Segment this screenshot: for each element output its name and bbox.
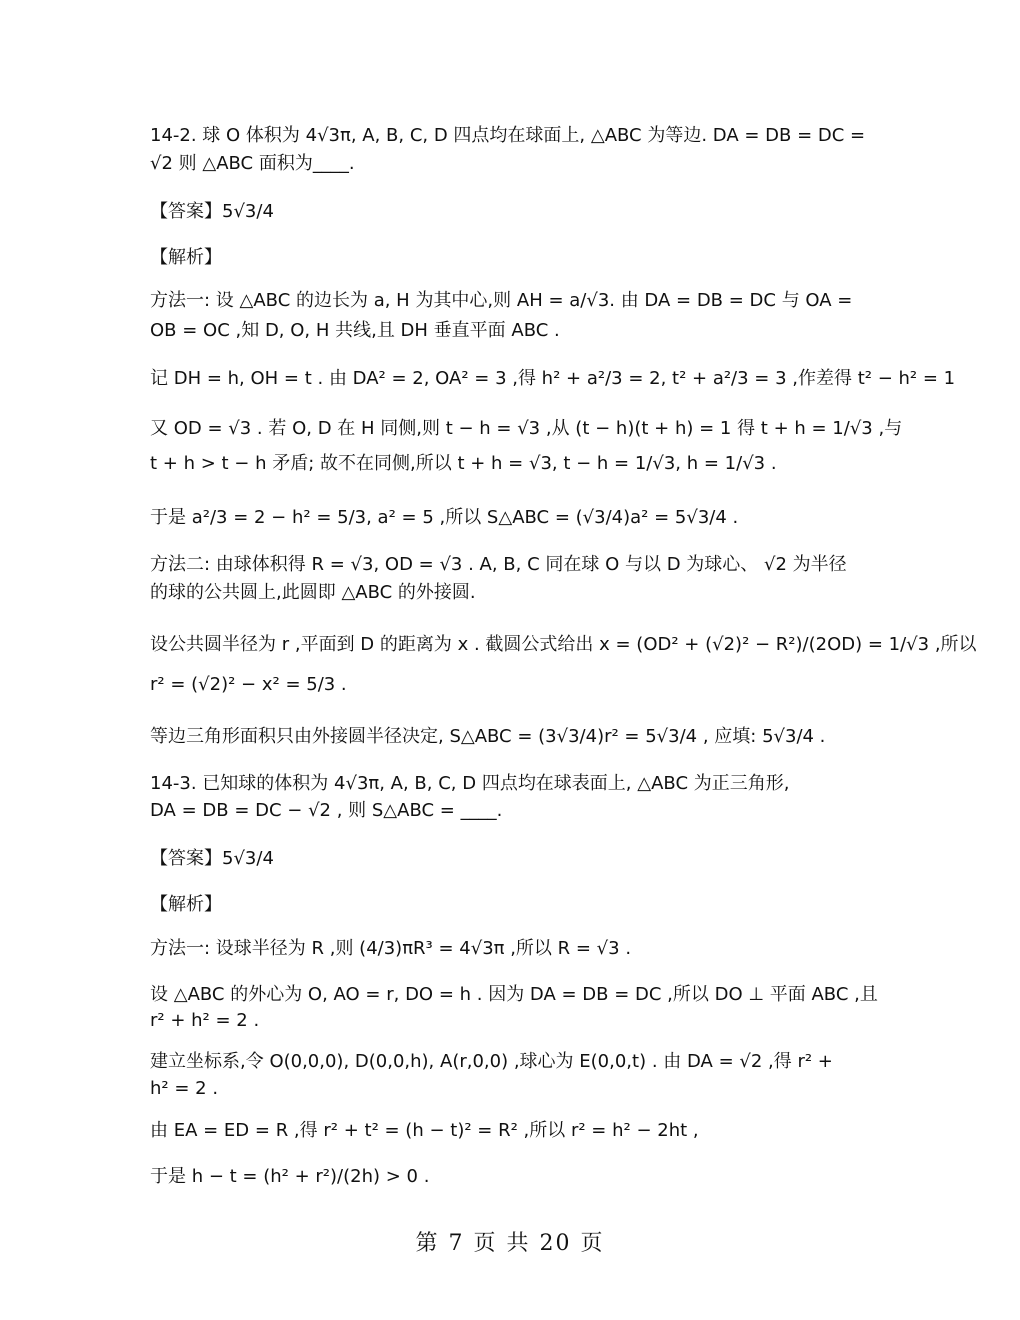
text-line: 方法一: 设球半径为 R ,则 (4/3)πR³ = 4√3π ,所以 R = √3 . [150,938,632,959]
text-line: 于是 h − t = (h² + r²)/(2h) > 0 . [150,1166,430,1187]
text-line: 于是 a²/3 = 2 − h² = 5/3, a² = 5 ,所以 S△ABC = (√3/4)a² = 5√3/4 . [150,507,739,528]
text-line: DA = DB = DC − √2 , 则 S△ABC = ____. [150,800,503,821]
text-line: 又 OD = √3 . 若 O, D 在 H 同侧,则 t − h = √3 ,从 (t − h)(t + h) = 1 得 t + h = 1/√3 ,与 [150,418,903,439]
text-line: 方法一: 设 △ABC 的边长为 a, H 为其中心,则 AH = a/√3. 由 DA = DB = DC 与 OA = [150,290,853,311]
text-line: r² + h² = 2 . [150,1010,260,1031]
analysis-label: 【解析】 [150,247,222,268]
text-line: OB = OC ,知 D, O, H 共线,且 DH 垂直平面 ABC . [150,320,560,341]
text-line: 设 △ABC 的外心为 O, AO = r, DO = h . 因为 DA = DB = DC ,所以 DO ⊥ 平面 ABC ,且 [150,984,878,1005]
text-line: 由 EA = ED = R ,得 r² + t² = (h − t)² = R² ,所以 r² = h² − 2ht , [150,1120,699,1141]
text-line: 14-3. 已知球的体积为 4√3π, A, B, C, D 四点均在球表面上, △ABC 为正三角形, [150,773,790,794]
text-line: 方法二: 由球体积得 R = √3, OD = √3 . A, B, C 同在球 O 与以 D 为球心、 √2 为半径 [150,554,847,575]
text-line: t + h > t − h 矛盾; 故不在同侧,所以 t + h = √3, t − h = 1/√3, h = 1/√3 . [150,453,777,474]
analysis-label: 【解析】 [150,894,222,915]
answer-label: 【答案】5√3/4 [150,848,274,869]
text-line: 建立坐标系,令 O(0,0,0), D(0,0,h), A(r,0,0) ,球心为 E(0,0,t) . 由 DA = √2 ,得 r² + [150,1051,833,1072]
text-line: 等边三角形面积只由外接圆半径决定, S△ABC = (3√3/4)r² = 5√3/4 , 应填: 5√3/4 . [150,726,826,747]
text-line: 设公共圆半径为 r ,平面到 D 的距离为 x . 截圆公式给出 x = (OD² + (√2)² − R²)/(2OD) = 1/√3 ,所以 [150,634,977,655]
text-line: h² = 2 . [150,1078,219,1099]
text-line: √2 则 △ABC 面积为____. [150,153,355,174]
page-footer: 第 7 页 共 20 页 [415,1231,605,1256]
text-line: 记 DH = h, OH = t . 由 DA² = 2, OA² = 3 ,得 h² + a²/3 = 2, t² + a²/3 = 3 ,作差得 t² − h² = 1 [150,368,956,389]
text-line: 14-2. 球 O 体积为 4√3π, A, B, C, D 四点均在球面上, △ABC 为等边. DA = DB = DC = [150,125,866,146]
text-line: 的球的公共圆上,此圆即 △ABC 的外接圆. [150,582,476,603]
answer-label: 【答案】5√3/4 [150,201,274,222]
text-line: r² = (√2)² − x² = 5/3 . [150,674,347,695]
